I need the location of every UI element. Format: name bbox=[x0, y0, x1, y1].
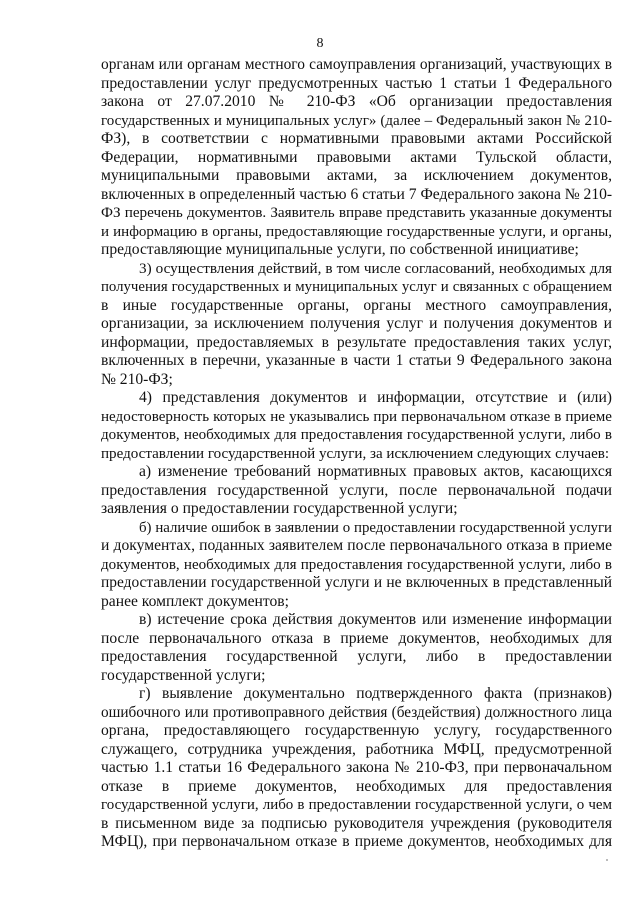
text-line: предоставлении государственной услуги, за исключением следующих случаев: bbox=[101, 445, 610, 462]
text-line: органам или органам местного самоуправления организаций, участвующих в bbox=[101, 56, 612, 73]
text-line: ФЗ), в соответствии с нормативными правовыми актами Российской bbox=[101, 130, 612, 147]
text-line: государственной услуги; bbox=[101, 666, 266, 684]
text-line: информации, предоставляемых в результате предоставления таких услуг, bbox=[101, 333, 612, 351]
text-line: документов, необходимых для предоставления государственной услуги, либо в bbox=[101, 427, 612, 443]
text-line: предоставления государственной услуги, либо в предоставлении bbox=[101, 648, 612, 665]
text-line: а) изменение требований нормативных правовых актов, касающихся bbox=[139, 463, 612, 480]
text-line: в письменном виде за подписью руководителя учреждения (руководителя bbox=[101, 814, 612, 832]
text-line: государственной услуги, либо в предоставлении государственной услуги, о чем bbox=[101, 797, 612, 813]
text-line: предоставлении услуг предусмотренных частью 1 статьи 1 Федерального bbox=[101, 74, 612, 92]
text-line: организации, за исключением получения услуг и получения документов и bbox=[101, 315, 612, 332]
text-line: предоставляющие муниципальные услуги, по собственной инициативе; bbox=[101, 241, 579, 258]
text-line: органа, предоставляющего государственную услугу, государственного bbox=[101, 722, 612, 739]
text-line: в) истечение срока действия документов или изменение информации bbox=[139, 611, 612, 628]
text-line: закона от 27.07.2010 № 210-ФЗ «Об организации предоставления bbox=[101, 93, 612, 110]
text-line: предоставлении государственной услуги и не включенных в представленный bbox=[101, 574, 612, 591]
text-line: и документах, поданных заявителем после первоначального отказа в приеме bbox=[101, 537, 612, 554]
text-line: служащего, сотрудника учреждения, работника МФЦ, предусмотренной bbox=[101, 740, 612, 758]
document-body bbox=[101, 56, 612, 852]
text-line: 3) осуществления действий, в том числе согласований, необходимых для bbox=[139, 259, 612, 277]
text-line: включенных в определенный частью 6 статьи 7 Федерального закона № 210- bbox=[101, 185, 613, 203]
text-line: 4) представления документов и информации, отсутствие и (или) bbox=[139, 389, 612, 406]
text-line: частью 1.1 статьи 16 Федерального закона № 210-ФЗ, при первоначальном bbox=[101, 759, 612, 776]
text-line: получения государственных и муниципальных услуг и связанных с обращением bbox=[101, 279, 612, 295]
text-line: в иные государственные органы, органы местного самоуправления, bbox=[101, 296, 612, 314]
text-line: включенных в перечни, указанные в части 1 статьи 9 Федерального закона bbox=[101, 352, 612, 369]
text-line: № 210-ФЗ; bbox=[101, 370, 173, 388]
text-line: ошибочного или противоправного действия (бездействия) должностного лица bbox=[101, 703, 612, 721]
text-line: документов, необходимых для предоставления государственной услуги, либо в bbox=[101, 556, 612, 573]
text-line: ранее комплект документов; bbox=[101, 592, 289, 610]
text-line: Федерации, нормативными правовыми актами Тульской области, bbox=[101, 148, 612, 166]
text-line: г) выявление документально подтвержденного факта (признаков) bbox=[139, 685, 612, 702]
scan-speck bbox=[606, 859, 608, 861]
page-number: 8 bbox=[316, 36, 324, 51]
text-line: ФЗ перечень документов. Заявитель вправе представить указанные документы bbox=[101, 204, 612, 221]
text-line: б) наличие ошибок в заявлении о предоставлении государственной услуги bbox=[139, 519, 612, 536]
text-line: отказе в приеме документов, необходимых для предоставления bbox=[101, 777, 612, 795]
text-line: после первоначального отказа в приеме документов, необходимых для bbox=[101, 629, 612, 647]
text-line: недостоверность которых не указывались при первоначальном отказе в приеме bbox=[101, 408, 612, 425]
text-line: предоставления государственной услуги, после первоначальной подачи bbox=[101, 481, 612, 499]
text-line: государственных и муниципальных услуг» (далее – Федеральный закон № 210- bbox=[101, 112, 612, 129]
text-line: муниципальными правовыми актами, за исключением документов, bbox=[101, 167, 612, 184]
text-line: МФЦ), при первоначальном отказе в приеме документов, необходимых для bbox=[101, 833, 612, 850]
text-line: и информацию в органы, предоставляющие государственные услуги, и органы, bbox=[101, 223, 612, 240]
text-line: заявления о предоставлении государственной услуги; bbox=[101, 500, 458, 517]
